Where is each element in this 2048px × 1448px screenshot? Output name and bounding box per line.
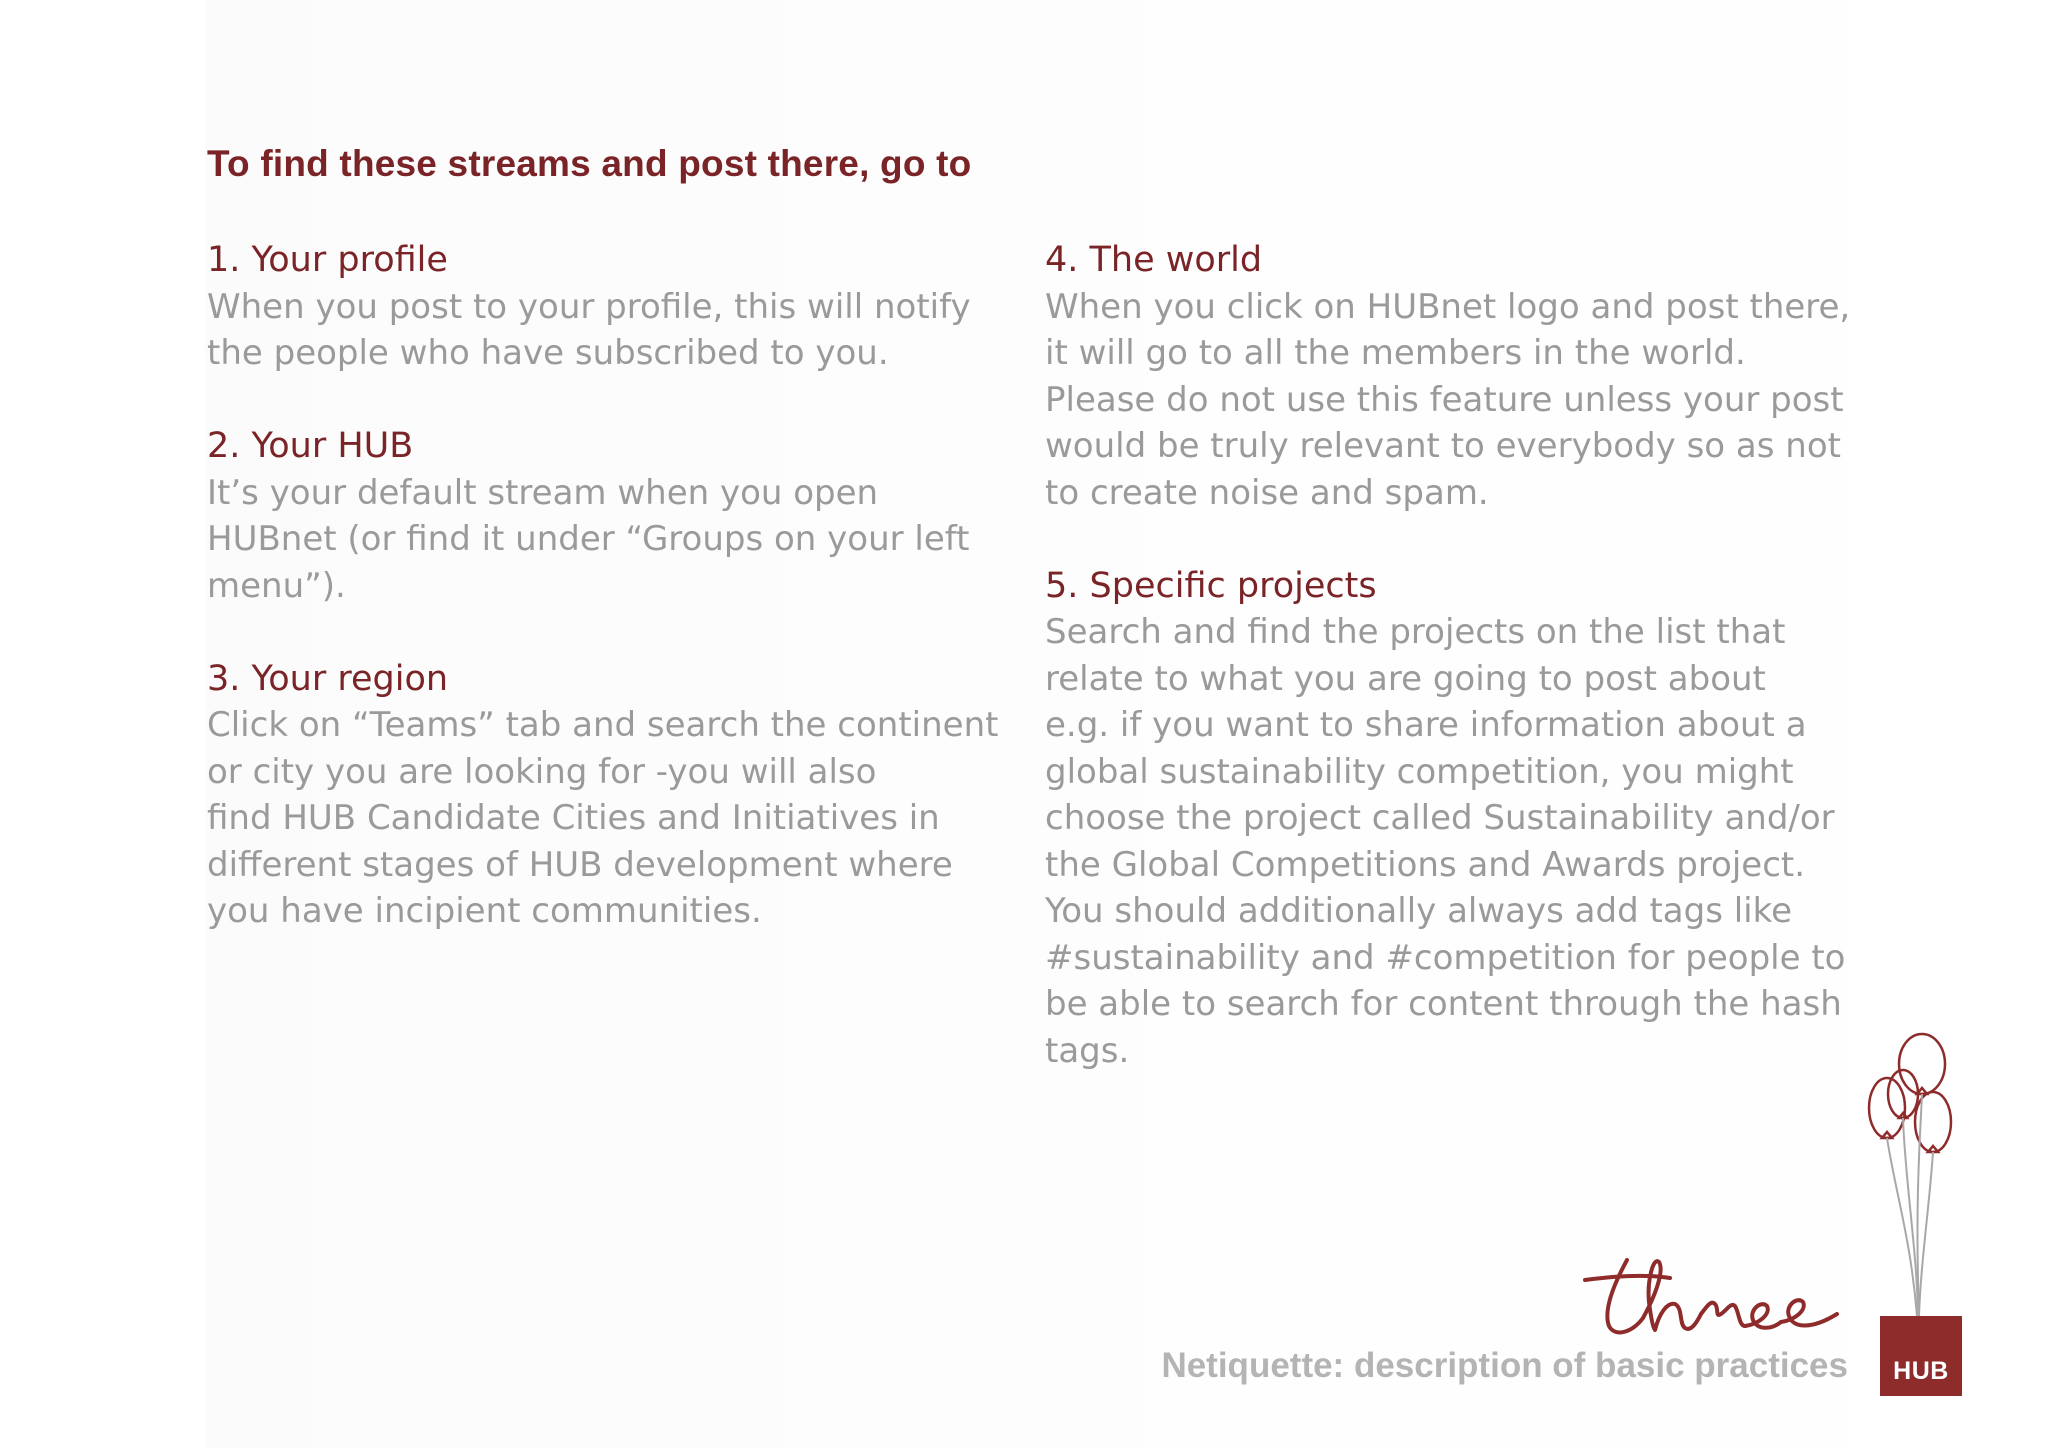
section-title: 3. Your region — [207, 658, 449, 699]
body-line: It’s your default stream when you open — [207, 472, 879, 513]
body-line: would be truly relevant to everybody so as not — [1045, 426, 1841, 466]
body-line: to create noise and spam. — [1045, 472, 1489, 513]
right-column — [1045, 237, 1875, 1121]
section-title: 4. The world — [1045, 240, 1263, 280]
body-line: the Global Competitions and Awards project. — [1045, 844, 1806, 885]
section-title: 5. Specific projects — [1045, 565, 1377, 606]
body-line: Search and find the projects on the list that — [1045, 612, 1786, 652]
body-line: menu”). — [207, 565, 346, 606]
three-signature-icon — [1575, 1252, 1845, 1342]
body-line: the people who have subscribed to you. — [207, 333, 889, 373]
body-line: relate to what you are going to post about — [1045, 658, 1766, 699]
hub-logo-text: HUB — [1893, 1357, 1949, 1385]
body-line: #sustainability and #competition for people to — [1045, 937, 1846, 978]
body-line: Click on “Teams” tab and search the continent — [207, 705, 999, 745]
body-line: find HUB Candidate Cities and Initiatives in — [207, 798, 940, 838]
section-the-world — [1045, 237, 1875, 516]
body-line: When you post to your profile, this will notify — [207, 286, 971, 327]
section-your-hub — [207, 423, 1007, 609]
hub-logo-icon — [1880, 1316, 1962, 1396]
section-title: 2. Your HUB — [207, 426, 414, 466]
body-line: Please do not use this feature unless your post — [1045, 379, 1844, 420]
footer-caption: Netiquette: description of basic practices — [1161, 1346, 1848, 1385]
body-line: HUBnet (or find it under “Groups on your left — [207, 519, 970, 559]
body-line: be able to search for content through the hash — [1045, 984, 1842, 1024]
body-line: or city you are looking for -you will also — [207, 751, 877, 792]
body-line: different stages of HUB development where — [207, 844, 953, 885]
section-your-profile — [207, 237, 1007, 377]
balloons-illustration-icon — [1865, 1020, 1975, 1320]
body-line: When you click on HUBnet logo and post there, — [1045, 286, 1851, 327]
section-your-region — [207, 656, 1007, 935]
body-line: tags. — [1045, 1030, 1130, 1071]
body-line: you have incipient communities. — [207, 891, 762, 931]
body-line: You should additionally always add tags like — [1045, 891, 1793, 931]
body-line: global sustainability competition, you might — [1045, 751, 1794, 792]
left-column — [207, 237, 1007, 981]
body-line: it will go to all the members in the world. — [1045, 333, 1746, 373]
page-heading: To find these streams and post there, go to — [207, 143, 972, 184]
section-specific-projects — [1045, 563, 1875, 1075]
section-title: 1. Your profile — [207, 240, 448, 280]
body-line: e.g. if you want to share information about a — [1045, 705, 1807, 745]
body-line: choose the project called Sustainability and/or — [1045, 798, 1835, 838]
